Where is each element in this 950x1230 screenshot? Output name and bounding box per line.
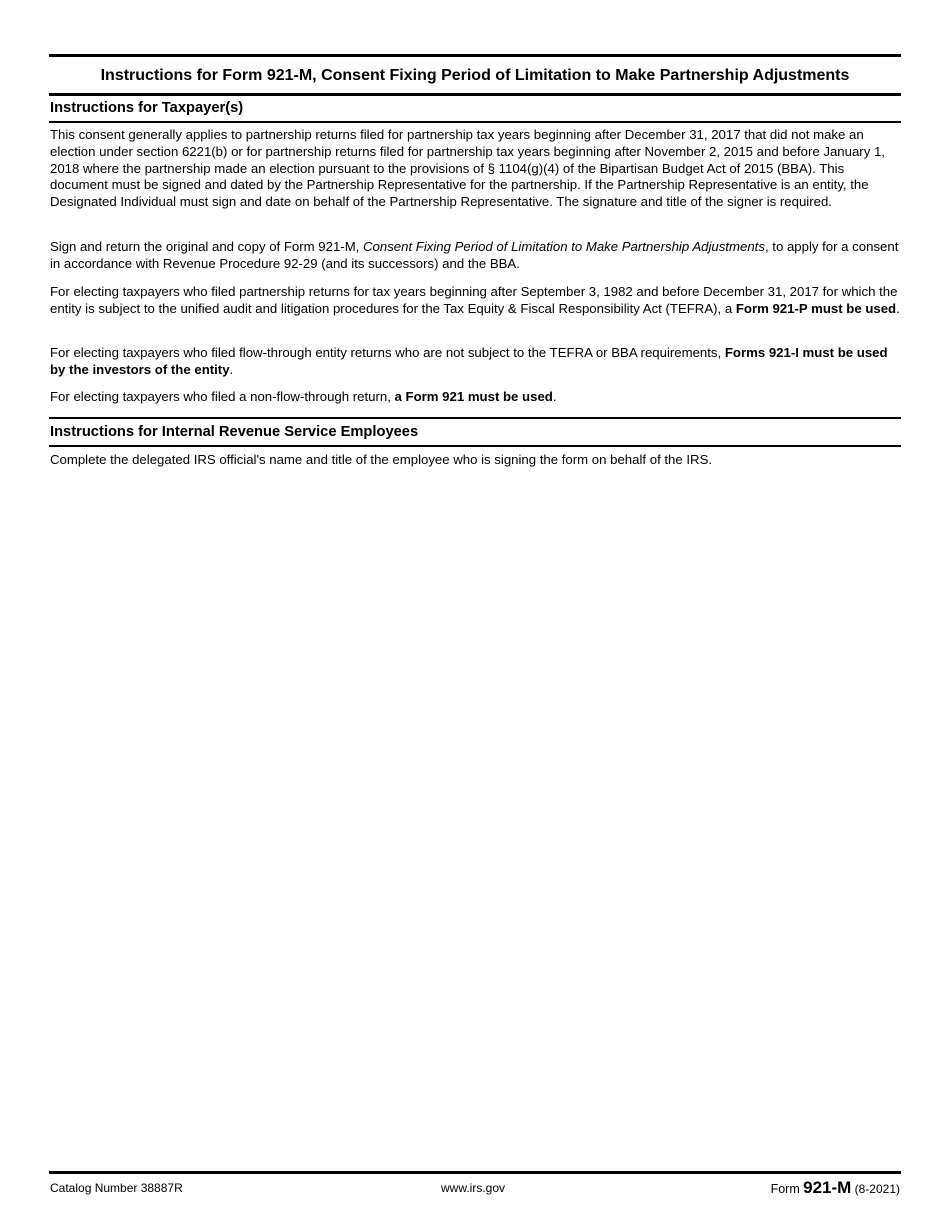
title-bottom-rule — [49, 93, 901, 96]
form-921-note: a Form 921 must be used — [394, 389, 553, 404]
taxpayer-paragraph-2: Sign and return the original and copy of Form 921-M, Consent Fixing Period of Limitation to Make Partnership Adjustments, to apply for a consent in accordance with Revenue Procedure 92-29 (and its successors) and the BBA. — [50, 239, 899, 271]
irs-paragraph-1: Complete the delegated IRS official's name and title of the employee who is signing the form on behalf of the IRS. — [50, 452, 713, 467]
website-link[interactable]: www.irs.gov — [441, 1181, 506, 1195]
form-921p-note: Form 921-P must be used — [735, 300, 897, 316]
taxpayer-heading-rule — [49, 121, 901, 123]
taxpayer-paragraph-3: For electing taxpayers who filed partnership returns for tax years beginning after September 3, 1982 and before December 31, 2017 for which the entity is subject to the unified audit and litigation procedures for the Tax Equity & Fiscal Responsibility Act (TEFRA), a Form 921-P must be used. — [50, 284, 900, 316]
top-rule — [49, 54, 901, 57]
form-title-italic: Consent Fixing Period of Limitation to Make Partnership Adjustments — [363, 239, 765, 254]
irs-heading-top-rule — [49, 417, 901, 419]
page-title: Instructions for Form 921-M, Consent Fixing Period of Limitation to Make Partnership Adjustments — [100, 67, 850, 84]
footer-rule — [49, 1171, 901, 1174]
irs-section-heading: Instructions for Internal Revenue Service Employees — [50, 424, 419, 440]
form-revision: (8-2021) — [854, 1182, 900, 1196]
taxpayer-paragraph-5: For electing taxpayers who filed a non-flow-through return, a Form 921 must be used. — [50, 389, 557, 404]
taxpayer-paragraph-4: For electing taxpayers who filed flow-through entity returns who are not subject to the TEFRA or BBA requirements, Forms 921-I must be used by the investors of the entity. — [50, 345, 888, 377]
taxpayer-paragraph-1: This consent generally applies to partnership returns filed for partnership tax years beginning after December 31, 2017 that did not make an election under section 6221(b) or for partnership returns filed for partnership tax years beginning after November 2, 2015 and before January 1, 2018 where the partnership made an election pursuant to the provisions of § 1104(g)(4) of the Bipartisan Budget Act of 2015 (BBA). This document must be signed and dated by the Partnership Representative for the partnership. If the Partnership Representative is an entity, the Designated Individual must sign and date on behalf of the Partnership Representative. The signature and title of the signer is required. — [50, 127, 885, 210]
taxpayer-section-heading: Instructions for Taxpayer(s) — [50, 100, 244, 116]
form-921i-note: Forms 921-I must be used by the investors of the entity — [50, 345, 888, 377]
form-identifier: Form 921-M (8-2021) — [770, 1178, 900, 1197]
irs-heading-bottom-rule — [49, 445, 901, 447]
catalog-number: Catalog Number 38887R — [50, 1181, 183, 1195]
form-number: 921-M — [803, 1178, 852, 1197]
